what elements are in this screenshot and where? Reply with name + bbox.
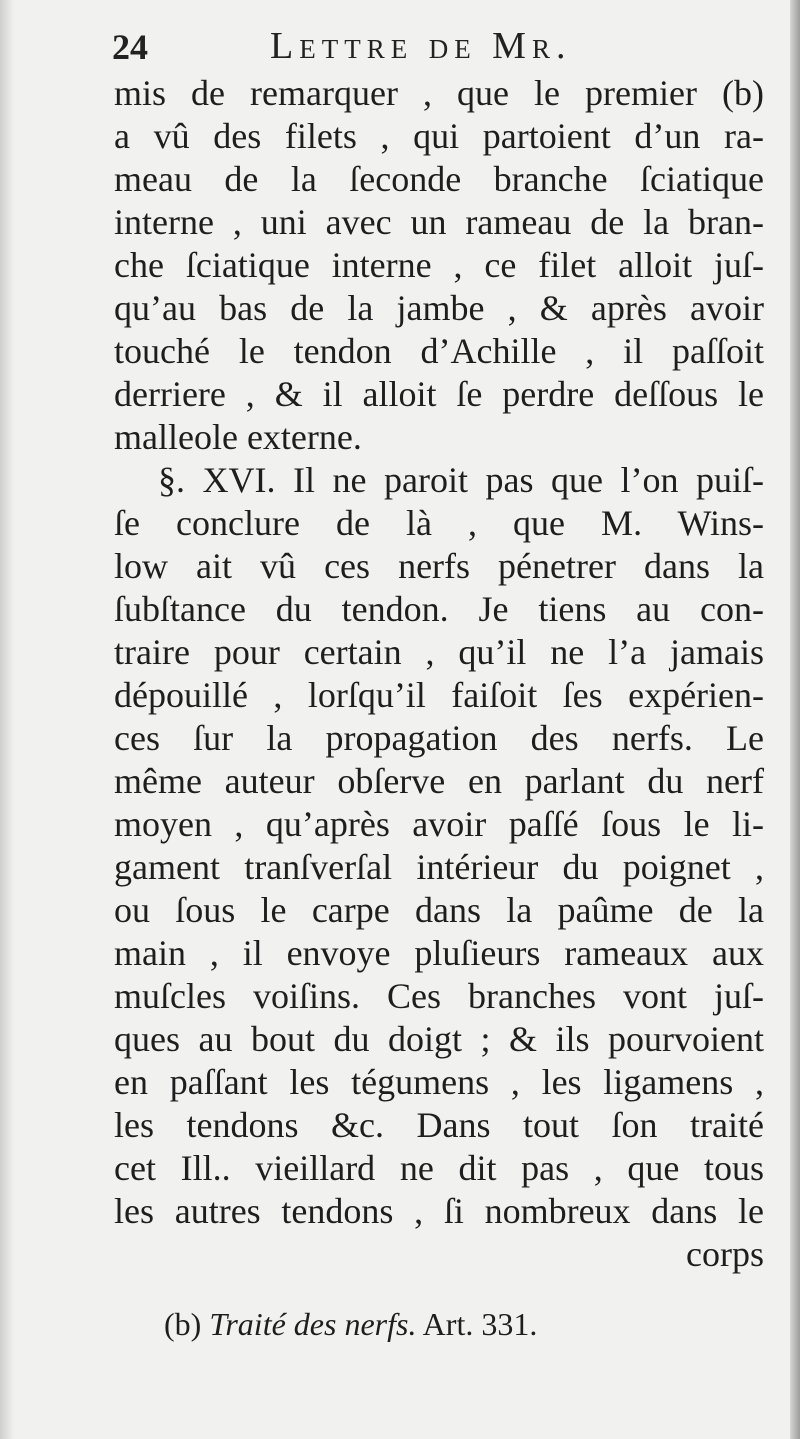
text-line: ſubſtance du tendon. Je tiens au con- [114, 589, 764, 629]
body-text [114, 72, 764, 1276]
text-line: traire pour certain , qu’il ne l’a jamais [114, 632, 764, 672]
text-line: ou ſous le carpe dans la paûme de la [114, 890, 764, 930]
text-line: ques au bout du doigt ; & ils pourvoient [114, 1019, 764, 1059]
text-line: mis de remarquer , que le premier (b) [114, 73, 764, 113]
footnote-reference: Art. 331. [422, 1306, 538, 1342]
text-line: muſcles voiſins. Ces branches vont juſ- [114, 976, 764, 1016]
text-line: gament tranſverſal intérieur du poignet , [114, 847, 764, 887]
footnote-marker: (b) [164, 1306, 202, 1342]
footnote [164, 1306, 537, 1343]
page-gutter [0, 0, 14, 1439]
text-line: touché le tendon d’Achille , il paſſoit [114, 331, 764, 371]
text-line: même auteur obſerve en parlant du nerf [114, 761, 764, 801]
text-line: les tendons &c. Dans tout ſon traité [114, 1105, 764, 1145]
text-line: a vû des filets , qui partoient d’un ra- [114, 116, 764, 156]
text-line: en paſſant les tégumens , les ligamens , [114, 1062, 764, 1102]
page-number: 24 [112, 27, 148, 67]
text-line: low ait vû ces nerfs pénetrer dans la [114, 546, 764, 586]
text-line: les autres tendons , ſi nombreux dans le [114, 1191, 764, 1231]
page-header [112, 22, 762, 72]
page-edge [790, 0, 800, 1439]
text-line: interne , uni avec un rameau de la bran- [114, 202, 764, 242]
text-line: derriere , & il alloit ſe perdre deſſous le [114, 374, 764, 414]
text-line: cet Ill.. vieillard ne dit pas , que tous [114, 1148, 764, 1188]
text-line: che ſciatique interne , ce filet alloit juſ- [114, 245, 764, 285]
text-line: qu’au bas de la jambe , & après avoir [114, 288, 764, 328]
footnote-title: Traité des nerfs. [209, 1306, 417, 1342]
text-line: malleole externe. [114, 417, 362, 457]
text-line: moyen , qu’après avoir paſſé ſous le li- [114, 804, 764, 844]
text-line: meau de la ſeconde branche ſciatique [114, 159, 764, 199]
text-line: ces ſur la propagation des nerfs. Le [114, 718, 764, 758]
running-head: Lettre de Mr. [270, 25, 572, 67]
text-line: ſe conclure de là , que M. Wins- [114, 503, 764, 543]
section-heading-line: §. XVI. Il ne paroit pas que l’on puiſ- [158, 460, 764, 500]
text-line: dépouillé , lorſqu’il faiſoit ſes expérien- [114, 675, 764, 715]
catchword: corps [686, 1234, 764, 1274]
text-line: main , il envoye pluſieurs rameaux aux [114, 933, 764, 973]
